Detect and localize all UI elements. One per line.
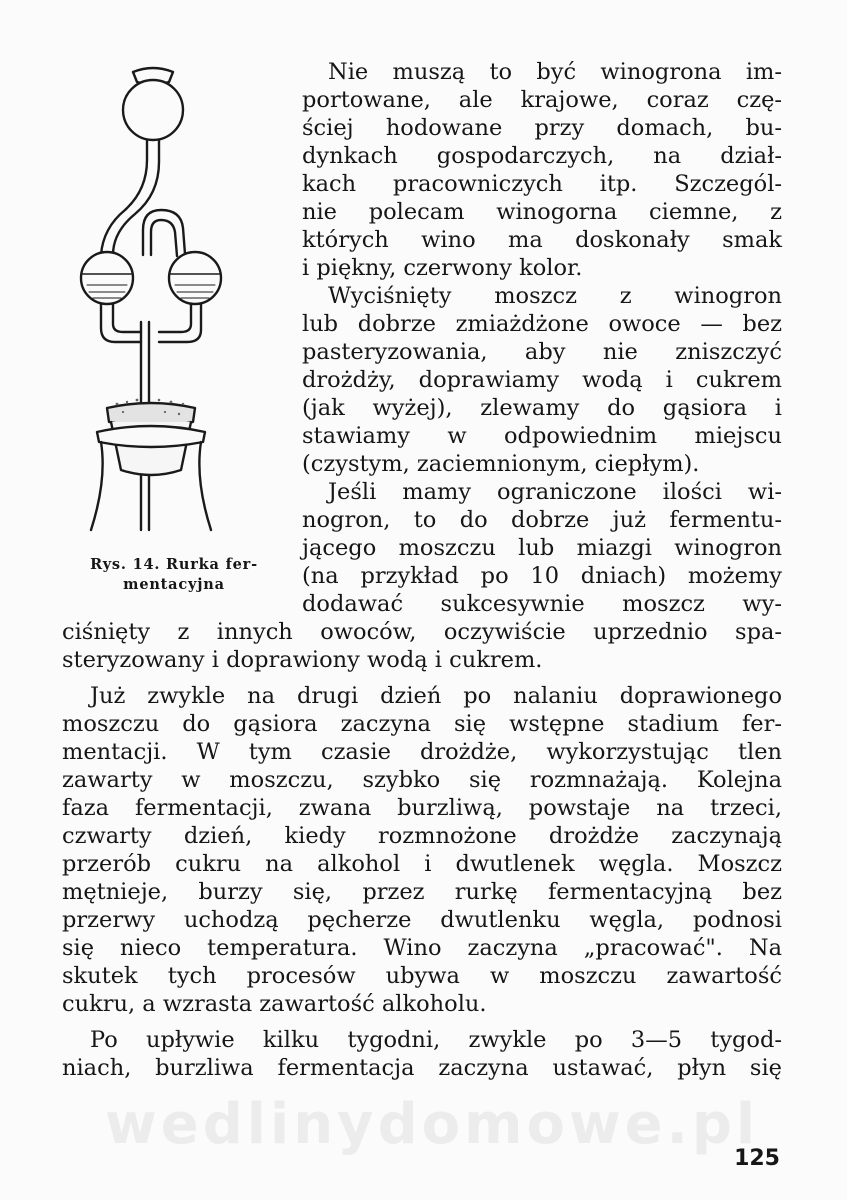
text-line: mentacji. W tym czasie drożdże, wykorzystując tlen [62,739,782,765]
text-line: stawiamy w odpowiednim miejscu [302,423,782,449]
text-line: lub dobrze zmiażdżone owoce — bez [302,311,782,337]
text-line: faza fermentacji, zwana burzliwą, powstaje na trzeci, [62,795,782,821]
text-line: Po upływie kilku tygodni, zwykle po 3—5 tygod- [90,1027,782,1053]
text-line: przerób cukru na alkohol i dwutlenek węgla. Moszcz [62,851,782,877]
text-line: drożdży, doprawiamy wodą i cukrem [302,367,782,393]
text-line: nie polecam winogorna ciemne, z [302,199,782,225]
text-line: Wyciśnięty moszcz z winogron [328,283,782,309]
text-line: (na przykład po 10 dniach) możemy [302,563,782,589]
text-line: i piękny, czerwony kolor. [302,255,583,281]
text-line: steryzowany i doprawiony wodą i cukrem. [62,647,543,673]
text-line: portowane, ale krajowe, coraz czę- [302,87,782,113]
text-line: niach, burzliwa fermentacja zaczyna ustawać, płyn się [62,1055,782,1081]
text-line: (czystym, zaciemnionym, ciepłym). [302,451,700,477]
text-line: mętnieje, burzy się, przez rurkę fermentacyjną bez [62,879,782,905]
text-line: czwarty dzień, kiedy rozmnożone drożdże zaczynają [62,823,782,849]
text-line: których wino ma doskonały smak [302,227,782,253]
text-line: nogron, to do dobrze już fermentu- [302,507,782,533]
text-line: dynkach gospodarczych, na dział- [302,143,782,169]
text-line: Nie muszą to być winogrona im- [328,59,782,85]
text-line: jącego moszczu lub miazgi winogron [302,535,782,561]
text-line: moszczu do gąsiora zaczyna się wstępne stadium fer- [62,711,782,737]
text-line: zawarty w moszczu, szybko się rozmnażają. Kolejna [62,767,782,793]
text-line: skutek tych procesów ubywa w moszczu zawartość [62,963,782,989]
figure-caption [55,555,293,595]
text-line: cukru, a wzrasta zawartość alkoholu. [62,991,487,1017]
text-line: Już zwykle na drugi dzień po nalaniu doprawionego [90,683,782,709]
caption-line-2: mentacyjna [123,576,225,593]
text-line: ściej hodowane przy domach, bu- [302,115,782,141]
text-line: ciśnięty z innych owoców, oczywiście uprzednio spa- [62,619,782,645]
text-line: (jak wyżej), zlewamy do gąsiora i [302,395,782,421]
figure-fermentation-tube [55,60,295,605]
text-line: się nieco temperatura. Wino zaczyna „pracować". Na [62,935,782,961]
fermentation-tube-illustration [55,60,295,550]
text-line: dodawać sukcesywnie moszcz wy- [302,591,782,617]
page-number: 125 [734,1146,780,1171]
text-line: Jeśli mamy ograniczone ilości wi- [328,479,782,505]
watermark: wedlinydomowe.pl [105,1092,760,1157]
text-line: kach pracowniczych itp. Szczegól- [302,171,782,197]
caption-line-1: Rys. 14. Rurka fer- [90,556,258,573]
text-line: przerwy uchodzą pęcherze dwutlenku węgla, podnosi [62,907,782,933]
text-line: pasteryzowania, aby nie zniszczyć [302,339,782,365]
